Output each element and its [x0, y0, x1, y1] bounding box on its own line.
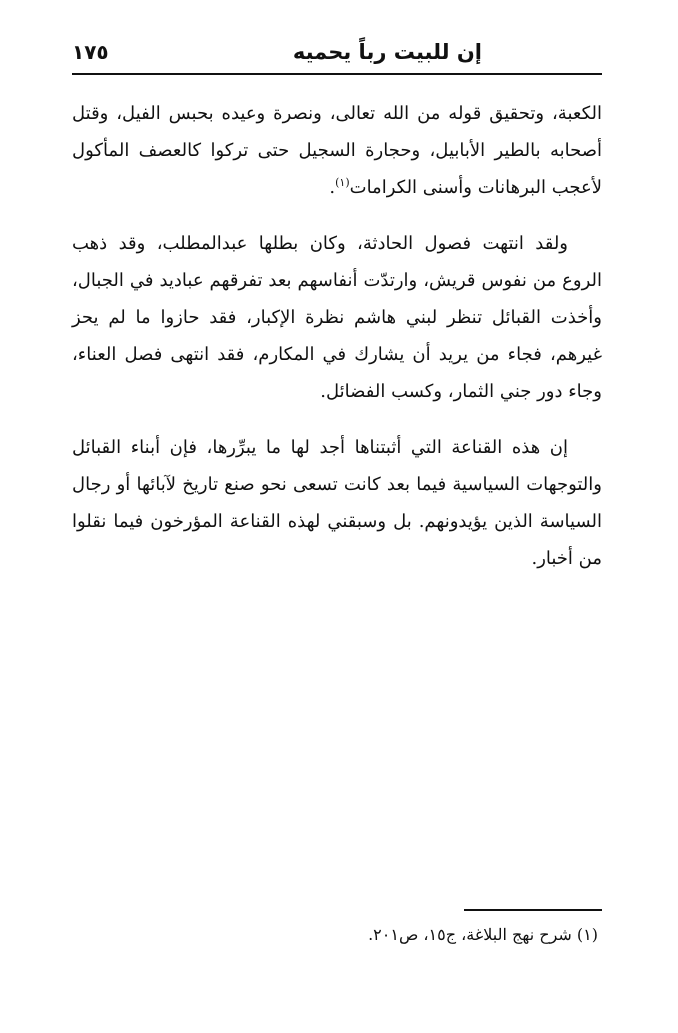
paragraph-1-text: الكعبة، وتحقيق قوله من الله تعالى، ونصرة وعيده بحبس الفيل، وقتل أصحابه بالطير الأبابيل، وحجارة السجيل حتى تركوا كالعصف المأكول لأعجب البرهانات وأسنى الكرامات — [72, 103, 602, 198]
paragraph-1 — [72, 95, 602, 206]
footnote-reference: (١) — [335, 176, 350, 189]
footnote-separator — [464, 909, 602, 911]
footnote-1: (١) شرح نهج البلاغة، ج١٥، ص٢٠١. — [368, 925, 598, 944]
paragraph-2: ولقد انتهت فصول الحادثة، وكان بطلها عبدالمطلب، وقد ذهب الروع من نفوس قريش، وارتدّت أنفاسهم بعد تفرقهم عباديد في الجبال، وأخذت القبائل تنظر لبني هاشم نظرة الإكبار، فقد حازوا ما لم يحز غيرهم، فجاء من يريد أن يشارك في المكارم، فقد انتهى فصل العناء، وجاء دور جني الثمار، وكسب الفضائل. — [72, 233, 602, 402]
paragraph-1-end: . — [329, 177, 336, 198]
running-header — [72, 38, 602, 72]
page-number: ١٧٥ — [72, 40, 109, 64]
header-rule — [72, 73, 602, 75]
paragraph-3: إن هذه القناعة التي أثبتناها أجد لها ما يبرِّرها، فإن أبناء القبائل والتوجهات السياسية فيما بعد كانت تسعى نحو صنع تاريخ لآبائها أو رجال السياسة الذين يؤيدونهم. بل وسبقني لهذه القناعة المؤرخون فيما نقلوا من أخبار. — [72, 437, 602, 569]
body-text — [72, 95, 602, 596]
chapter-title: إن للبيت رباً يحميه — [292, 40, 482, 64]
